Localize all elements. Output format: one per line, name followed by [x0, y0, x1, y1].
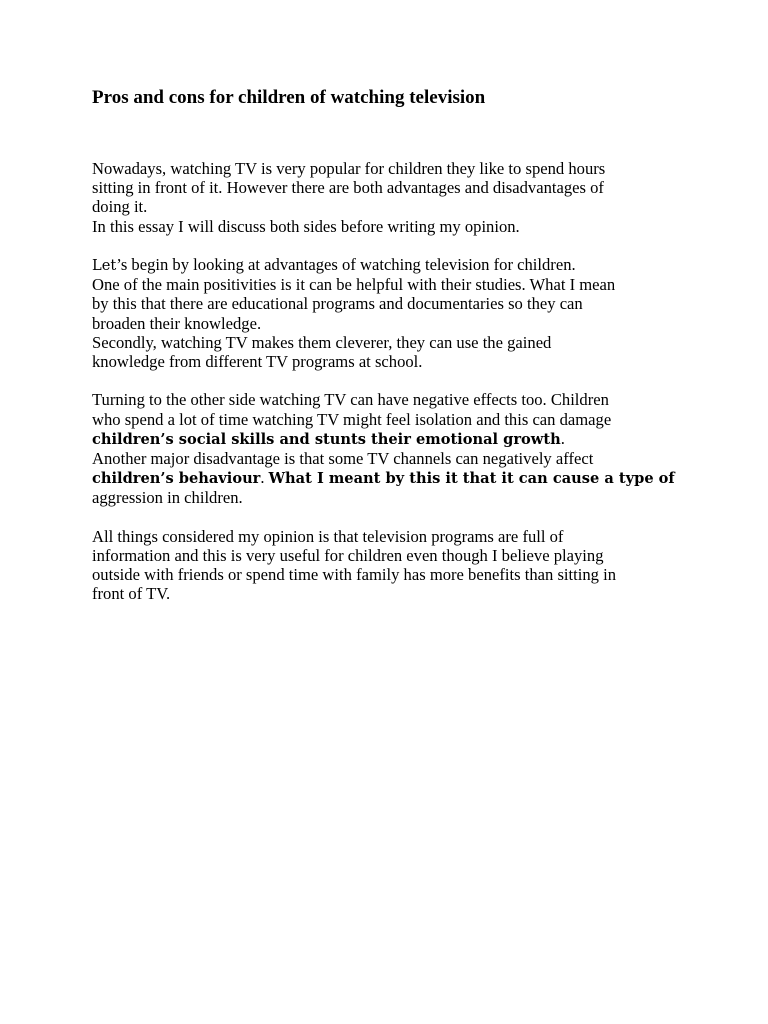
text-line: aggression in children. — [92, 488, 243, 508]
text-line: Another major disadvantage is that some TV channels can negatively affect — [92, 449, 594, 469]
text-fragment: What I meant by this it that it can cause a type of — [268, 470, 675, 488]
text-fragment: ’s begin by looking at advantages of watching television for children. — [116, 255, 576, 274]
text-line: by this that there are educational programs and documentaries so they can — [92, 294, 583, 314]
text-line: knowledge from different TV programs at school. — [92, 352, 423, 372]
text-line: Turning to the other side watching TV can have negative effects too. Children — [92, 390, 609, 410]
text-line: One of the main positivities is it can be helpful with their studies. What I mean — [92, 275, 616, 295]
disadvantages-paragraph — [92, 390, 675, 508]
text-fragment: . — [260, 468, 269, 488]
advantages-paragraph — [92, 255, 672, 371]
text-line: broaden their knowledge. — [92, 313, 262, 333]
text-line: Secondly, watching TV makes them cleverer, they can use the gained — [92, 332, 552, 352]
text-line: Nowadays, watching TV is very popular for children they like to spend hours — [92, 159, 606, 178]
text-line: outside with friends or spend time with family has more benefits than sitting in — [92, 565, 616, 585]
intro-paragraph — [92, 159, 672, 236]
text-fragment: children’s social skills and stunts their emotional growth — [92, 430, 561, 448]
conclusion-paragraph — [92, 527, 672, 604]
text-line: doing it. — [92, 197, 148, 217]
text-fragment: . — [560, 428, 565, 448]
text-fragment: children’s behaviour — [92, 470, 261, 488]
text-line — [92, 429, 672, 449]
text-line: who spend a lot of time watching TV might feel isolation and this can damage — [92, 409, 612, 429]
text-line: front of TV. — [92, 584, 171, 604]
text-line — [92, 255, 672, 275]
text-line: sitting in front of it. However there are both advantages and disadvantages of — [92, 178, 604, 198]
text-fragment: Let — [92, 257, 117, 274]
text-line: All things considered my opinion is that television programs are full of — [92, 526, 564, 546]
document-title: Pros and cons for children of watching television — [92, 87, 486, 108]
text-line: information and this is very useful for children even though I believe playing — [92, 546, 604, 566]
text-line: In this essay I will discuss both sides before writing my opinion. — [92, 216, 520, 236]
document-body — [92, 159, 675, 623]
text-line — [92, 468, 675, 488]
